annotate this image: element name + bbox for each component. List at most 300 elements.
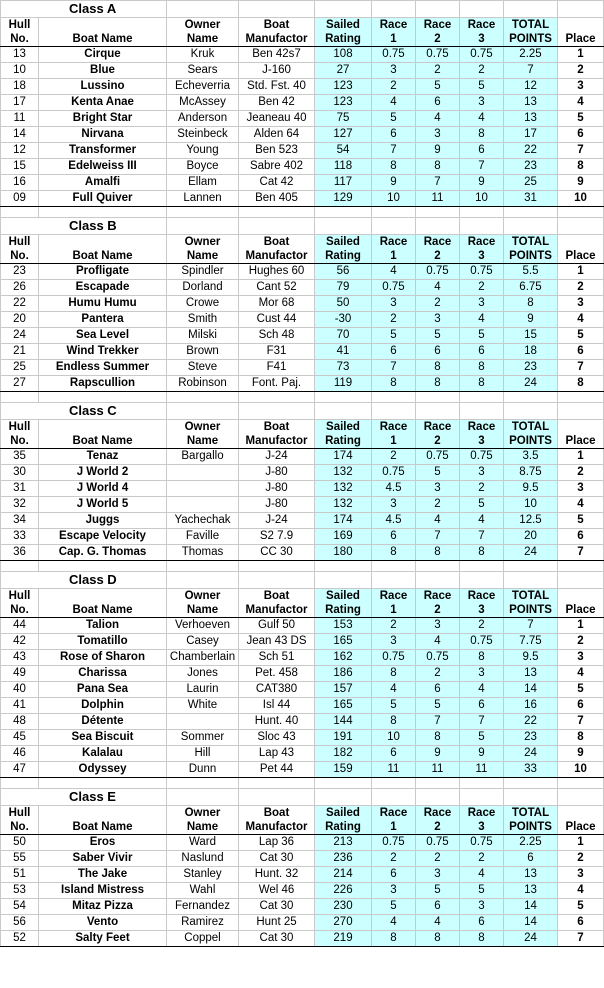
- table-row: [1, 376, 604, 392]
- hull-no-header-top: Hull: [1, 18, 39, 33]
- race3-cell: 5: [460, 328, 504, 344]
- total-points-cell: 14: [504, 899, 558, 915]
- total-points-cell: 6: [504, 851, 558, 867]
- empty-cell: [39, 561, 167, 572]
- manufacturer-cell: Alden 64: [239, 127, 315, 143]
- owner-name-cell: Fernandez: [167, 899, 239, 915]
- table-row: [1, 95, 604, 111]
- total-points-cell: 33: [504, 762, 558, 778]
- table-row: [1, 79, 604, 95]
- total-points-cell: 22: [504, 714, 558, 730]
- hull-number-cell: 09: [1, 191, 39, 207]
- empty-cell: [315, 403, 372, 420]
- empty-cell: [239, 561, 315, 572]
- rating-cell: 132: [315, 465, 372, 481]
- boat-name-cell: Dolphin: [39, 698, 167, 714]
- race3-cell: 6: [460, 698, 504, 714]
- table-row: [1, 296, 604, 312]
- boat-name-cell: Saber Vivir: [39, 851, 167, 867]
- place-header: Place: [558, 603, 604, 618]
- hull-number-cell: 24: [1, 328, 39, 344]
- manufacturer-cell: Sloc 43: [239, 730, 315, 746]
- race2-cell: 9: [416, 143, 460, 159]
- total-points-cell: 16: [504, 698, 558, 714]
- hull-number-cell: 47: [1, 762, 39, 778]
- total-points-cell: 31: [504, 191, 558, 207]
- race1-cell: 8: [372, 545, 416, 561]
- rating-cell: 169: [315, 529, 372, 545]
- owner-name-header-top: Owner: [167, 589, 239, 604]
- empty-cell: [239, 218, 315, 235]
- total-points-cell: 9.5: [504, 650, 558, 666]
- owner-name-header-top: Owner: [167, 235, 239, 250]
- hull-number-cell: 53: [1, 883, 39, 899]
- place-cell: 7: [558, 545, 604, 561]
- rating-cell: 108: [315, 47, 372, 63]
- header-row-top: [1, 420, 604, 435]
- race2-cell: 0.75: [416, 264, 460, 280]
- race2-cell: 2: [416, 63, 460, 79]
- total-points-cell: 25: [504, 175, 558, 191]
- boat-name-cell: Pantera: [39, 312, 167, 328]
- empty-cell: [315, 218, 372, 235]
- race3-cell: 5: [460, 79, 504, 95]
- table-row: [1, 47, 604, 63]
- race3-cell: 7: [460, 714, 504, 730]
- race2-cell: 4: [416, 111, 460, 127]
- race2-cell: 8: [416, 545, 460, 561]
- hull-number-cell: 34: [1, 513, 39, 529]
- class-title: Class D: [1, 572, 167, 589]
- empty-cell: [167, 1, 239, 18]
- table-row: [1, 867, 604, 883]
- rating-cell: 132: [315, 497, 372, 513]
- race1-cell: 2: [372, 851, 416, 867]
- table-row: [1, 360, 604, 376]
- hull-no-header-top: Hull: [1, 589, 39, 604]
- hull-number-cell: 55: [1, 851, 39, 867]
- hull-no-header-top: Hull: [1, 806, 39, 821]
- class-title-row: [1, 403, 604, 420]
- boat-name-cell: Nirvana: [39, 127, 167, 143]
- place-cell: 1: [558, 835, 604, 851]
- race-2-header-top: Race: [416, 235, 460, 250]
- rating-cell: 117: [315, 175, 372, 191]
- owner-name-cell: Echeverria: [167, 79, 239, 95]
- race3-cell: 9: [460, 175, 504, 191]
- table-row: [1, 634, 604, 650]
- race3-cell: 0.75: [460, 634, 504, 650]
- race3-cell: 2: [460, 63, 504, 79]
- empty-cell: [372, 1, 416, 18]
- total-points-cell: 12.5: [504, 513, 558, 529]
- place-cell: 6: [558, 915, 604, 931]
- table-row: [1, 449, 604, 465]
- empty-cell: [558, 572, 604, 589]
- hull-number-cell: 14: [1, 127, 39, 143]
- boat-name-cell: Charissa: [39, 666, 167, 682]
- race3-cell: 9: [460, 746, 504, 762]
- owner-name-cell: [167, 497, 239, 513]
- rating-cell: 165: [315, 634, 372, 650]
- owner-name-header-top: Owner: [167, 18, 239, 33]
- owner-name-cell: Dunn: [167, 762, 239, 778]
- spacer-row: [1, 778, 604, 789]
- boat-name-cell: Wind Trekker: [39, 344, 167, 360]
- table-row: [1, 175, 604, 191]
- race-2-header-top: Race: [416, 420, 460, 435]
- manufacturer-cell: Sch 51: [239, 650, 315, 666]
- boat-name-cell: Mitaz Pizza: [39, 899, 167, 915]
- owner-name-header-top: Owner: [167, 420, 239, 435]
- race1-cell: 4.5: [372, 481, 416, 497]
- race-3-header-top: Race: [460, 806, 504, 821]
- hull-number-cell: 22: [1, 296, 39, 312]
- race-3-header-top: Race: [460, 235, 504, 250]
- boat-name-header: Boat Name: [39, 603, 167, 618]
- hull-number-cell: 50: [1, 835, 39, 851]
- hull-number-cell: 49: [1, 666, 39, 682]
- place-cell: 3: [558, 650, 604, 666]
- boat-name-header-top: [39, 420, 167, 435]
- hull-number-cell: 18: [1, 79, 39, 95]
- sailed-rating-header-top: Sailed: [315, 589, 372, 604]
- race2-cell: 8: [416, 159, 460, 175]
- empty-cell: [504, 218, 558, 235]
- empty-cell: [372, 218, 416, 235]
- boat-manufacturer-header-top: Boat: [239, 589, 315, 604]
- empty-cell: [372, 207, 416, 218]
- owner-name-cell: Milski: [167, 328, 239, 344]
- race1-cell: 4.5: [372, 513, 416, 529]
- class-title-row: [1, 1, 604, 18]
- total-points-cell: 2.25: [504, 835, 558, 851]
- place-cell: 8: [558, 159, 604, 175]
- place-cell: 2: [558, 634, 604, 650]
- table-row: [1, 730, 604, 746]
- manufacturer-cell: Ben 42: [239, 95, 315, 111]
- manufacturer-cell: Hunt 25: [239, 915, 315, 931]
- race3-cell: 8: [460, 360, 504, 376]
- boat-manufacturer-header-top: Boat: [239, 420, 315, 435]
- race3-cell: 10: [460, 191, 504, 207]
- boat-name-cell: Sea Biscuit: [39, 730, 167, 746]
- empty-cell: [558, 392, 604, 403]
- rating-cell: 119: [315, 376, 372, 392]
- manufacturer-cell: Ben 42s7: [239, 47, 315, 63]
- manufacturer-cell: Cant 52: [239, 280, 315, 296]
- race-2-header: 2: [416, 820, 460, 835]
- race1-cell: 6: [372, 344, 416, 360]
- boat-name-cell: Rapscullion: [39, 376, 167, 392]
- hull-number-cell: 32: [1, 497, 39, 513]
- rating-cell: 153: [315, 618, 372, 634]
- place-header-top: [558, 18, 604, 33]
- race2-cell: 6: [416, 95, 460, 111]
- empty-cell: [315, 1, 372, 18]
- empty-cell: [372, 403, 416, 420]
- empty-cell: [315, 572, 372, 589]
- race2-cell: 0.75: [416, 650, 460, 666]
- race-1-header-top: Race: [372, 589, 416, 604]
- total-points-cell: 10: [504, 497, 558, 513]
- manufacturer-cell: Ben 523: [239, 143, 315, 159]
- boat-name-cell: Salty Feet: [39, 931, 167, 947]
- boat-name-cell: Escapade: [39, 280, 167, 296]
- boat-name-cell: Bright Star: [39, 111, 167, 127]
- owner-name-cell: Anderson: [167, 111, 239, 127]
- manufacturer-cell: Std. Fst. 40: [239, 79, 315, 95]
- empty-cell: [558, 561, 604, 572]
- header-row-bottom: [1, 434, 604, 449]
- boat-name-cell: Talion: [39, 618, 167, 634]
- empty-cell: [460, 778, 504, 789]
- place-header-top: [558, 806, 604, 821]
- race1-cell: 0.75: [372, 280, 416, 296]
- race1-cell: 9: [372, 175, 416, 191]
- place-header-top: [558, 589, 604, 604]
- race2-cell: 0.75: [416, 835, 460, 851]
- boat-manufacturer-header: Manufactor: [239, 32, 315, 47]
- class-title-row: [1, 218, 604, 235]
- rating-cell: 79: [315, 280, 372, 296]
- owner-name-cell: [167, 481, 239, 497]
- owner-name-cell: Hill: [167, 746, 239, 762]
- total-points-cell: 20: [504, 529, 558, 545]
- hull-number-cell: 23: [1, 264, 39, 280]
- total-points-cell: 9: [504, 312, 558, 328]
- boat-name-cell: Full Quiver: [39, 191, 167, 207]
- total-points-cell: 23: [504, 360, 558, 376]
- total-points-cell: 18: [504, 344, 558, 360]
- place-cell: 4: [558, 312, 604, 328]
- owner-name-cell: Boyce: [167, 159, 239, 175]
- empty-cell: [1, 778, 39, 789]
- race1-cell: 5: [372, 111, 416, 127]
- table-row: [1, 280, 604, 296]
- total-points-cell: 24: [504, 545, 558, 561]
- race3-cell: 8: [460, 650, 504, 666]
- owner-name-cell: Faville: [167, 529, 239, 545]
- place-cell: 6: [558, 127, 604, 143]
- rating-cell: 54: [315, 143, 372, 159]
- race2-cell: 6: [416, 899, 460, 915]
- race2-cell: 2: [416, 497, 460, 513]
- place-cell: 9: [558, 175, 604, 191]
- empty-cell: [416, 778, 460, 789]
- race1-cell: 6: [372, 746, 416, 762]
- total-points-cell: 23: [504, 730, 558, 746]
- race-3-header: 3: [460, 249, 504, 264]
- race1-cell: 10: [372, 191, 416, 207]
- total-points-cell: 12: [504, 79, 558, 95]
- place-header: Place: [558, 820, 604, 835]
- race1-cell: 2: [372, 449, 416, 465]
- manufacturer-cell: Hunt. 32: [239, 867, 315, 883]
- place-cell: 3: [558, 296, 604, 312]
- table-row: [1, 63, 604, 79]
- empty-cell: [416, 403, 460, 420]
- hull-number-cell: 40: [1, 682, 39, 698]
- total-points-cell: 24: [504, 931, 558, 947]
- table-row: [1, 481, 604, 497]
- place-cell: 4: [558, 666, 604, 682]
- table-row: [1, 762, 604, 778]
- boat-name-cell: Amalfi: [39, 175, 167, 191]
- rating-cell: 162: [315, 650, 372, 666]
- empty-cell: [504, 403, 558, 420]
- empty-cell: [460, 789, 504, 806]
- race2-cell: 8: [416, 360, 460, 376]
- race3-cell: 3: [460, 465, 504, 481]
- manufacturer-cell: J-24: [239, 513, 315, 529]
- manufacturer-cell: Cust 44: [239, 312, 315, 328]
- boat-name-header-top: [39, 806, 167, 821]
- place-cell: 5: [558, 328, 604, 344]
- race-1-header-top: Race: [372, 235, 416, 250]
- race2-cell: 2: [416, 851, 460, 867]
- hull-number-cell: 36: [1, 545, 39, 561]
- race-2-header-top: Race: [416, 806, 460, 821]
- class-title-row: [1, 572, 604, 589]
- total-points-header-top: TOTAL: [504, 18, 558, 33]
- rating-cell: 180: [315, 545, 372, 561]
- empty-cell: [167, 789, 239, 806]
- hull-number-cell: 54: [1, 899, 39, 915]
- total-points-cell: 5.5: [504, 264, 558, 280]
- empty-cell: [167, 207, 239, 218]
- rating-cell: 41: [315, 344, 372, 360]
- race2-cell: 9: [416, 746, 460, 762]
- race3-cell: 6: [460, 143, 504, 159]
- boat-name-cell: Détente: [39, 714, 167, 730]
- table-row: [1, 883, 604, 899]
- race2-cell: 11: [416, 762, 460, 778]
- total-points-cell: 22: [504, 143, 558, 159]
- owner-name-cell: Ellam: [167, 175, 239, 191]
- rating-cell: 191: [315, 730, 372, 746]
- boat-name-cell: Blue: [39, 63, 167, 79]
- race1-cell: 8: [372, 159, 416, 175]
- total-points-cell: 3.5: [504, 449, 558, 465]
- manufacturer-cell: Pet 44: [239, 762, 315, 778]
- manufacturer-cell: Sch 48: [239, 328, 315, 344]
- owner-name-cell: Steve: [167, 360, 239, 376]
- rating-cell: 123: [315, 95, 372, 111]
- total-points-header: POINTS: [504, 603, 558, 618]
- place-header: Place: [558, 32, 604, 47]
- manufacturer-cell: J-160: [239, 63, 315, 79]
- race3-cell: 0.75: [460, 264, 504, 280]
- total-points-cell: 24: [504, 746, 558, 762]
- manufacturer-cell: Cat 42: [239, 175, 315, 191]
- race-1-header: 1: [372, 434, 416, 449]
- empty-cell: [372, 572, 416, 589]
- race2-cell: 4: [416, 634, 460, 650]
- class-title: Class C: [1, 403, 167, 420]
- race1-cell: 2: [372, 618, 416, 634]
- table-row: [1, 127, 604, 143]
- race2-cell: 3: [416, 867, 460, 883]
- place-cell: 5: [558, 111, 604, 127]
- place-cell: 2: [558, 280, 604, 296]
- hull-number-cell: 20: [1, 312, 39, 328]
- race2-cell: 8: [416, 376, 460, 392]
- rating-cell: 159: [315, 762, 372, 778]
- boat-name-cell: Island Mistress: [39, 883, 167, 899]
- boat-name-cell: J World 2: [39, 465, 167, 481]
- total-points-cell: 13: [504, 111, 558, 127]
- race2-cell: 0.75: [416, 47, 460, 63]
- rating-cell: 118: [315, 159, 372, 175]
- place-cell: 4: [558, 883, 604, 899]
- owner-name-cell: Ward: [167, 835, 239, 851]
- spacer-row: [1, 561, 604, 572]
- owner-name-cell: Crowe: [167, 296, 239, 312]
- table-row: [1, 851, 604, 867]
- owner-name-header: Name: [167, 249, 239, 264]
- rating-cell: 186: [315, 666, 372, 682]
- race3-cell: 3: [460, 899, 504, 915]
- hull-number-cell: 27: [1, 376, 39, 392]
- boat-name-cell: Kenta Anae: [39, 95, 167, 111]
- race-3-header: 3: [460, 820, 504, 835]
- empty-cell: [167, 561, 239, 572]
- table-row: [1, 312, 604, 328]
- boat-name-header-top: [39, 235, 167, 250]
- race3-cell: 2: [460, 851, 504, 867]
- boat-name-cell: Sea Level: [39, 328, 167, 344]
- race2-cell: 8: [416, 931, 460, 947]
- race3-cell: 4: [460, 682, 504, 698]
- owner-name-cell: Sears: [167, 63, 239, 79]
- total-points-cell: 2.25: [504, 47, 558, 63]
- sailed-rating-header: Rating: [315, 249, 372, 264]
- empty-cell: [460, 403, 504, 420]
- empty-cell: [504, 572, 558, 589]
- race2-cell: 4: [416, 513, 460, 529]
- boat-name-cell: Transformer: [39, 143, 167, 159]
- empty-cell: [558, 403, 604, 420]
- boat-name-cell: Edelweiss III: [39, 159, 167, 175]
- place-cell: 3: [558, 481, 604, 497]
- place-cell: 6: [558, 344, 604, 360]
- race3-cell: 3: [460, 296, 504, 312]
- race3-cell: 5: [460, 730, 504, 746]
- race1-cell: 5: [372, 698, 416, 714]
- manufacturer-cell: Ben 405: [239, 191, 315, 207]
- empty-cell: [315, 789, 372, 806]
- owner-name-cell: Young: [167, 143, 239, 159]
- empty-cell: [504, 778, 558, 789]
- empty-cell: [315, 778, 372, 789]
- race1-cell: 8: [372, 714, 416, 730]
- race-3-header: 3: [460, 32, 504, 47]
- empty-cell: [558, 789, 604, 806]
- race3-cell: 3: [460, 666, 504, 682]
- race3-cell: 4: [460, 513, 504, 529]
- hull-number-cell: 46: [1, 746, 39, 762]
- empty-cell: [504, 789, 558, 806]
- race2-cell: 5: [416, 465, 460, 481]
- owner-name-cell: Smith: [167, 312, 239, 328]
- race3-cell: 8: [460, 931, 504, 947]
- place-cell: 10: [558, 762, 604, 778]
- rating-cell: 27: [315, 63, 372, 79]
- race-1-header-top: Race: [372, 806, 416, 821]
- table-row: [1, 191, 604, 207]
- spacer-row: [1, 392, 604, 403]
